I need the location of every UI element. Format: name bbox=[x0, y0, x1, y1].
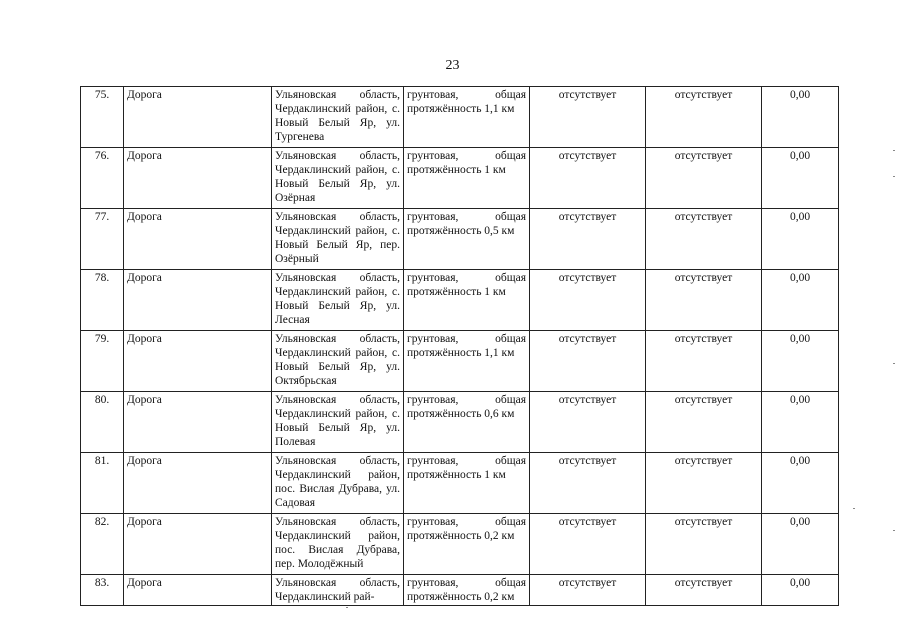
object-name: Дорога bbox=[124, 575, 272, 606]
encumbrance-cell: отсутствует bbox=[530, 331, 646, 392]
object-description: грунтовая, общая протяжённость 1,1 км bbox=[404, 331, 530, 392]
row-number: 79. bbox=[81, 331, 124, 392]
scan-mark bbox=[893, 150, 895, 151]
table-row bbox=[81, 453, 839, 514]
encumbrance-cell: отсутствует bbox=[530, 392, 646, 453]
object-address: Ульяновская область, Чердаклинский район, пос. Вислая Дубрава, пер. Молодёжный bbox=[272, 514, 404, 575]
object-name: Дорога bbox=[124, 331, 272, 392]
document-cell: отсутствует bbox=[646, 453, 762, 514]
row-number: 77. bbox=[81, 209, 124, 270]
table-row bbox=[81, 209, 839, 270]
object-address: Ульяновская область, Чердаклинский район, с. Новый Белый Яр, ул. Лесная bbox=[272, 270, 404, 331]
scan-mark bbox=[893, 176, 895, 177]
object-name: Дорога bbox=[124, 87, 272, 148]
scan-mark bbox=[893, 363, 895, 364]
property-registry-table bbox=[80, 86, 839, 606]
object-description: грунтовая, общая протяжённость 0,2 км bbox=[404, 575, 530, 606]
object-name: Дорога bbox=[124, 270, 272, 331]
encumbrance-cell: отсутствует bbox=[530, 148, 646, 209]
value-cell: 0,00 bbox=[762, 331, 839, 392]
object-name: Дорога bbox=[124, 453, 272, 514]
encumbrance-cell: отсутствует bbox=[530, 87, 646, 148]
document-cell: отсутствует bbox=[646, 331, 762, 392]
object-address: Ульяновская область, Чердаклинский район, с. Новый Белый Яр, ул. Озёрная bbox=[272, 148, 404, 209]
encumbrance-cell: отсутствует bbox=[530, 575, 646, 606]
value-cell: 0,00 bbox=[762, 87, 839, 148]
object-description: грунтовая, общая протяжённость 0,2 км bbox=[404, 514, 530, 575]
object-name: Дорога bbox=[124, 514, 272, 575]
table-row bbox=[81, 575, 839, 606]
row-number: 75. bbox=[81, 87, 124, 148]
document-cell: отсутствует bbox=[646, 148, 762, 209]
object-address: Ульяновская область, Чердаклинский район, с. Новый Белый Яр, пер. Озёрный bbox=[272, 209, 404, 270]
document-cell: отсутствует bbox=[646, 209, 762, 270]
document-cell: отсутствует bbox=[646, 514, 762, 575]
value-cell: 0,00 bbox=[762, 514, 839, 575]
table-row bbox=[81, 331, 839, 392]
object-address: Ульяновская область, Чердаклинский район, с. Новый Белый Яр, ул. Октябрьская bbox=[272, 331, 404, 392]
object-description: грунтовая, общая протяжённость 1,1 км bbox=[404, 87, 530, 148]
table-row bbox=[81, 392, 839, 453]
object-description: грунтовая, общая протяжённость 1 км bbox=[404, 148, 530, 209]
encumbrance-cell: отсутствует bbox=[530, 514, 646, 575]
scan-mark bbox=[853, 508, 855, 509]
value-cell: 0,00 bbox=[762, 392, 839, 453]
row-number: 81. bbox=[81, 453, 124, 514]
object-name: Дорога bbox=[124, 148, 272, 209]
scan-mark bbox=[346, 607, 348, 608]
row-number: 76. bbox=[81, 148, 124, 209]
row-number: 82. bbox=[81, 514, 124, 575]
row-number: 80. bbox=[81, 392, 124, 453]
encumbrance-cell: отсутствует bbox=[530, 209, 646, 270]
object-address: Ульяновская область, Чердаклинский район, с. Новый Белый Яр, ул. Тургенева bbox=[272, 87, 404, 148]
object-name: Дорога bbox=[124, 209, 272, 270]
object-description: грунтовая, общая протяжённость 0,5 км bbox=[404, 209, 530, 270]
document-cell: отсутствует bbox=[646, 270, 762, 331]
object-description: грунтовая, общая протяжённость 1 км bbox=[404, 270, 530, 331]
document-cell: отсутствует bbox=[646, 392, 762, 453]
object-address: Ульяновская область, Чердаклинский район, с. Новый Белый Яр, ул. Полевая bbox=[272, 392, 404, 453]
object-address: Ульяновская область, Чердаклинский рай- bbox=[272, 575, 404, 606]
table-row bbox=[81, 148, 839, 209]
encumbrance-cell: отсутствует bbox=[530, 270, 646, 331]
object-description: грунтовая, общая протяжённость 0,6 км bbox=[404, 392, 530, 453]
object-description: грунтовая, общая протяжённость 1 км bbox=[404, 453, 530, 514]
object-address: Ульяновская область, Чердаклинский район, пос. Вислая Дубрава, ул. Садовая bbox=[272, 453, 404, 514]
table-row bbox=[81, 87, 839, 148]
value-cell: 0,00 bbox=[762, 148, 839, 209]
scan-mark bbox=[893, 530, 895, 531]
object-name: Дорога bbox=[124, 392, 272, 453]
table-row bbox=[81, 514, 839, 575]
document-cell: отсутствует bbox=[646, 575, 762, 606]
encumbrance-cell: отсутствует bbox=[530, 453, 646, 514]
value-cell: 0,00 bbox=[762, 209, 839, 270]
row-number: 78. bbox=[81, 270, 124, 331]
value-cell: 0,00 bbox=[762, 453, 839, 514]
page-number: 23 bbox=[445, 58, 460, 73]
document-cell: отсутствует bbox=[646, 87, 762, 148]
table-body bbox=[81, 87, 839, 606]
table-row bbox=[81, 270, 839, 331]
value-cell: 0,00 bbox=[762, 575, 839, 606]
row-number: 83. bbox=[81, 575, 124, 606]
value-cell: 0,00 bbox=[762, 270, 839, 331]
